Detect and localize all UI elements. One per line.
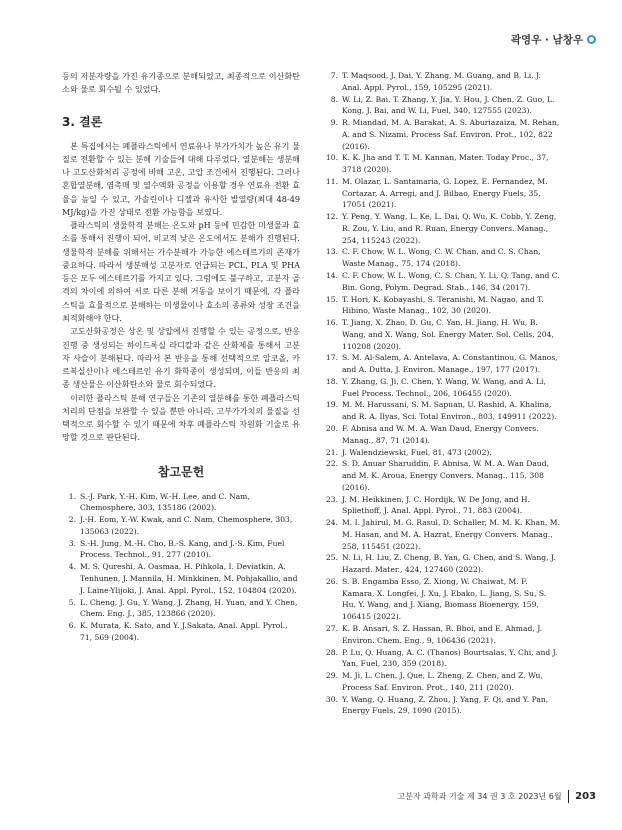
reference-item: 15. T. Hori, K. Kobayashi, S. Teranishi, M. Nagao, and T. Hibino, Waste Manag., 102, 30 (2020). (325, 294, 544, 316)
page-footer (398, 790, 596, 803)
intro-paragraph: 등의 저분자량을 가진 유기종으로 분해되었고, 최종적으로 이산화탄소와 물로 회수될 수 있었다. (62, 71, 300, 95)
reference-item: 10. K. K. Jha and T. T. M. Kannan, Mater. Today Proc., 37, 3718 (2020). (325, 153, 549, 175)
conclusion-paragraph: 플라스틱의 생물학적 분해는 온도와 pH 등에 민감한 미생물과 효소를 통해서 진행이 되어, 비교적 낮은 온도에서도 분해가 진행된다. 생물학적 분해를 위해서는 가수분해가 가능한 에스테르기의 존재가 중요하다. 따라서 생분해성 고분자로 언급되는 PCL, PLA 및 PHA 등은 모두 에스테르기를 가지고 있다. 그럼에도 불구하고, 고분자 골격의 차이에 의하여 서로 다른 분해 거동을 보이기 때문에, 각 플라스틱을 효율적으로 분해하는 미생물이나 효소의 종류와 성장 조건을 최적화해야 한다. (62, 220, 300, 323)
reference-item: 14. C. F. Chow, W. L. Wong, C. S. Chan, Y. Li, Q. Tang, and C. Bin. Gong, Polym. Degrad. Stab., 146, 34 (2017). (325, 271, 560, 292)
reference-item: 16. T. Jiang, X. Zhao, D. Gu, C. Yan, H. Jiang, H. Wu, B. Wang, and X. Wang, Sol. Energy Mater. Sol. Cells, 204, 110208 (2020). (325, 318, 554, 351)
reference-item: 22. S. D. Anuar Sharuddin, F. Abnisa, W. M. A. Wan Daud, and M. K. Aroua, Energy Convers. Manag., 115, 308 (2016). (325, 459, 550, 492)
reference-item: 3. S.-H. Jung, M.-H. Cho, B.-S. Kang, and J.-S. Kim, Fuel Process. Technol., 91, 277 (2010). (68, 538, 285, 560)
reference-item: 7. T. Maqsood, J. Dai, Y. Zhang, M. Guang, and B. Li, J. Anal. Appl. Pyrol., 159, 105295 (2021). (330, 71, 541, 92)
reference-item: 30. Y. Wang, Q. Huang, Z. Zhou, J. Yang, F. Qi, and Y. Pan, Energy Fuels, 29, 1090 (2015). (325, 694, 549, 716)
reference-item: 24. M. I. Jahirul, M. G. Rasul, D. Schaller, M. M. K. Khan, M. M. Hasan, and M. A. Hazrat, Energy Convers. Manag., 258, 115451 (2022). (325, 518, 560, 551)
reference-item: 11. M. Olazar, L. Santamaria, G. Lopez, E. Fernandez, M. Cortazar, A. Arregi, and J. Bilbao, Energy Fuels, 35, 17051 (2021). (325, 176, 548, 210)
reference-item: 21. J. Walendziewski, Fuel, 81, 473 (2002). (325, 447, 492, 457)
running-header (511, 32, 596, 47)
conclusion-paragraph: 고도산화공정은 상온 및 상압에서 진행할 수 있는 공정으로, 반응 진행 중 생성되는 하이드록실 라디칼과 같은 산화제를 통해서 고분자 사슬이 분해된다. 따라서 본 반응을 통해 선택적으로 알코올, 카르복실산이나 에스테르인 유기 화학종이 생성되며, 이들 반응의 최종 생산물은 이산화탄소와 물로 회수되었다. (62, 326, 300, 390)
reference-item: 5. L. Cheng, J. Gu, Y. Wang, J. Zhang, H. Yuan, and Y. Chen, Chem. Eng. J., 385, 123866 (2020). (68, 597, 298, 619)
reference-item: 25. N. Li, H. Liu, Z. Cheng, B. Yan, G. Chen, and S. Wang, J. Hazard. Mater., 424, 127460 (2022). (325, 553, 556, 575)
circle-icon (587, 35, 596, 44)
reference-item: 9. R. Miandad, M. A. Barakat, A. S. Aburiazaiza, M. Rehan, A. and S. Nizami, Process Saf. Environ. Prot., 102, 822 (2016). (330, 118, 560, 151)
reference-item: 26. S. B. Engamba Esso, Z. Xiong, W. Chaiwat, M. F. Kamara, X. Longfei, J. Xu, J. Ebako, L. Jiang, S. Su, S. Hu, Y. Wang, and J. Xiang, Biomass Bioenergy, 159, 106415 (2022). (325, 576, 547, 622)
header-authors: 곽영우 · 남창우 (510, 34, 583, 46)
reference-item: 4. M. S. Qureshi, A. Oasmaa, H. Pihkola, I. Deviatkin, A. Tenhunen, J. Mannila, H. Minkkinen, M. Pohjakallio, and J. Laine-Ylijoki, J. Anal. Appl. Pyrol., 152, 104804 (2020). (68, 562, 298, 595)
left-column (62, 70, 300, 644)
page-number: 203 (575, 791, 596, 802)
reference-item: 13. C. F. Chow, W. L. Wong, C. W. Chan, and C. S. Chan, Waste Manag., 75, 174 (2018). (325, 247, 541, 269)
reference-item: 17. S. M. Al-Salem, A. Antelava, A. Constantinou, G. Manos, and A. Dutta, J. Environ. Manage., 197, 177 (2017). (325, 353, 558, 375)
reference-item: 29. M. Ji, L. Chen, J. Que, L. Zheng, Z. Chen, and Z. Wu, Process Saf. Environ. Prot., 140, 211 (2020). (325, 671, 543, 692)
reference-item: 20. F. Abnisa and W. M. A. Wan Daud, Energy Convers. Manag., 87, 71 (2014). (325, 423, 539, 445)
reference-item: 1. S.-J. Park, Y.-H. Kim, W.-H. Lee, and C. Nam, Chemosphere, 303, 135186 (2002). (68, 491, 250, 513)
reference-item: 6. K. Murata, K. Sato, and Y. J.Sakata, Anal. Appl. Pyrol., 71, 569 (2004). (68, 621, 288, 642)
reference-item: 12. Y. Peng, Y. Wang, L. Ke, L. Dai, Q. Wu, K. Cobb, Y. Zeng, R. Zou, Y. Liu, and R. Ruan, Energy Convers. Manag., 254, 115243 (2022). (325, 212, 557, 245)
conclusion-paragraph: 이러한 플라스틱 분해 연구들은 기존의 열분해를 통한 폐플라스틱 처리의 단점을 보완할 수 있을 뿐만 아니라, 고부가가치의 물질을 선택적으로 회수할 수 있기 때문에 차후 폐플라스틱 자원화 기술로 유망할 것으로 판단된다. (62, 392, 300, 443)
conclusion-paragraph: 본 특집에서는 폐플라스틱에서 연료유나 부가가치가 높은 유기 물질로 전환할 수 있는 분해 기술들에 대해 다루었다. 열분해는 생분해나 고도산화처리 공정에 비해 고온, 고압 조건에서 진행된다. 그러나 혼합열분해, 염촉매 및 열수액화 공정을 이용할 경우 연료유 전환 효율을 높일 수 있고, 가솔린이나 디젤과 유사한 발열량(최대 48-49 MJ/kg)을 가진 상태로 전환 가능함을 보였다. (62, 140, 300, 217)
section-title: 3. 결론 (62, 114, 103, 129)
reference-item: 23. J. M. Heikkinen, J. C. Hordijk, W. De Jong, and H. Spliethoff, J. Anal. Appl. Pyrol., 71, 883 (2004). (325, 494, 530, 516)
reference-item: 19. M. M. Harussani, S. M. Sapuan, U. Rashid, A. Khalina, and R. A. Ilyas, Sci. Total Environ., 803, 149911 (2022). (325, 400, 557, 422)
reference-item: 2. J.-H. Eom, Y.-W. Kwak, and C. Nam, Chemosphere, 303, 135063 (2022). (68, 515, 293, 536)
references-title: 참고문헌 (157, 464, 205, 479)
reference-item: 28. P. Lu, Q. Huang, A. C. (Thanos) Bourtsalas, Y. Chi, and J. Yan, Fuel, 230, 359 (2018). (325, 647, 558, 669)
reference-item: 27. K. B. Ansari, S. Z. Hassan, R. Bhoi, and E. Ahmad, J. Environ. Chem. Eng., 9, 106436 (2021). (325, 623, 543, 645)
footer-divider (568, 790, 570, 803)
reference-item: 18. Y. Zhang, G. Ji, C. Chen, Y. Wang, W. Wang, and A. Li, Fuel Process. Technol., 206, 106455 (2020). (325, 376, 546, 398)
right-column (322, 70, 560, 717)
reference-item: 8. W. Li, Z. Bai, T. Zhang, Y. Jia, Y. Hou, J. Chen, Z. Guo, L. Kong, J. Bai, and W. Li, Fuel, 340, 127555 (2023). (330, 94, 555, 116)
journal-source: 고분자 과학과 기술 제 34 권 3 호 2023년 6월 (397, 792, 562, 801)
